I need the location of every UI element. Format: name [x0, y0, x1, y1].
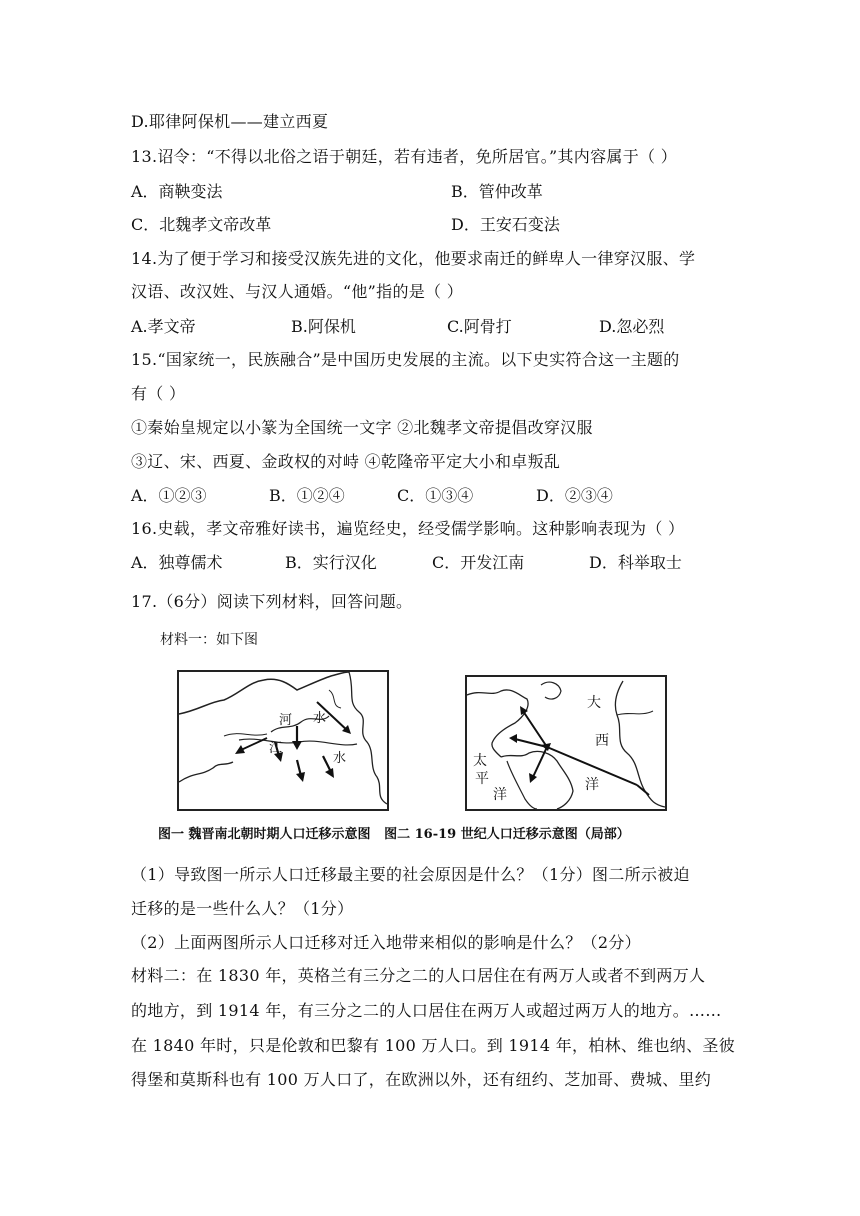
- figure-2-caption: 图二 16-19 世纪人口迁移示意图（局部）: [384, 827, 630, 842]
- q17-sub2: （2）上面两图所示人口迁移对迁入地带来相似的影响是什么？（2分）: [131, 933, 641, 952]
- q13-option-d: D．王安石变法: [451, 215, 560, 234]
- q15-stem-line1: 15.“国家统一，民族融合”是中国历史发展的主流。以下史实符合这一主题的: [131, 350, 680, 369]
- map-1-label-jiang: 江: [269, 740, 283, 755]
- q15-option-c: C．①③④: [397, 486, 474, 505]
- map-2-label-ping: 平: [475, 772, 489, 787]
- q17-sub1-line1: （1）导致图一所示人口迁移最主要的社会原因是什么？（1分）图二所示被迫: [131, 865, 690, 884]
- q13-stem: 13.诏令：“不得以北俗之语于朝廷，若有违者，免所居官。”其内容属于（ ）: [131, 147, 677, 166]
- q15-option-b: B．①②④: [269, 486, 345, 505]
- q14-option-d: D.忽必烈: [599, 317, 665, 336]
- q14-stem-line2: 汉语、改汉姓、与汉人通婚。“他”指的是（ ）: [131, 282, 464, 301]
- q15-option-d: D．②③④: [536, 486, 613, 505]
- map-2-label-tai: 太: [473, 754, 487, 769]
- figure-1-caption: 图一 魏晋南北朝时期人口迁移示意图: [158, 827, 371, 842]
- map-2-label-xi: 西: [595, 734, 609, 749]
- q16-stem: 16.史载，孝文帝雅好读书，遍览经史，经受儒学影响。这种影响表现为（ ）: [131, 519, 685, 538]
- map-1-label-shui-south: 水: [333, 750, 347, 765]
- q16-option-b: B．实行汉化: [285, 553, 377, 572]
- map-1-label-he: 河: [279, 712, 293, 727]
- q12-option-d: D.耶律阿保机——建立西夏: [131, 112, 329, 131]
- q15-statements-3-4: ③辽、宋、西夏、金政权的对峙 ④乾隆帝平定大小和卓叛乱: [131, 452, 561, 471]
- q15-stem-line2: 有（ ）: [131, 384, 186, 403]
- map-2-label-da: 大: [587, 696, 601, 711]
- q14-option-b: B.阿保机: [291, 317, 356, 336]
- q13-option-b: B．管仲改革: [451, 182, 543, 201]
- map-2-label-yang-atlantic: 洋: [585, 778, 599, 793]
- q17-stem: 17.（6分）阅读下列材料，回答问题。: [131, 592, 413, 611]
- q14-option-a: A.孝文帝: [131, 317, 196, 336]
- figure-captions: [158, 826, 630, 844]
- map-figure-2: [465, 675, 667, 811]
- q16-option-d: D．科举取士: [589, 553, 682, 572]
- material-2-line1: 材料二：在 1830 年，英格兰有三分之二的人口居住在有两万人或者不到两万人: [131, 966, 706, 985]
- material-2-line4: 得堡和莫斯科也有 100 万人口了，在欧洲以外，还有纽约、芝加哥、费城、里约: [131, 1070, 712, 1089]
- q15-option-a: A．①②③: [131, 486, 207, 505]
- q13-option-c: C．北魏孝文帝改革: [131, 215, 272, 234]
- q14-option-c: C.阿骨打: [447, 317, 512, 336]
- material-1-label: 材料一：如下图: [160, 632, 258, 648]
- map-2-label-yang-pacific: 洋: [493, 788, 507, 803]
- material-2-line2: 的地方，到 1914 年，有三分之二的人口居住在两万人或超过两万人的地方。……: [131, 1001, 722, 1020]
- q13-option-a: A．商鞅变法: [131, 182, 223, 201]
- q14-stem-line1: 14.为了便于学习和接受汉族先进的文化，他要求南迁的鲜卑人一律穿汉服、学: [131, 249, 696, 268]
- map-figure-1: [177, 670, 389, 811]
- map-1-label-shui-north: 水: [313, 710, 327, 725]
- q16-option-c: C．开发江南: [432, 553, 525, 572]
- map-1-drawing: [179, 672, 387, 809]
- q16-option-a: A．独尊儒术: [131, 553, 223, 572]
- q15-statements-1-2: ①秦始皇规定以小篆为全国统一文字 ②北魏孝文帝提倡改穿汉服: [131, 418, 593, 437]
- map-2-drawing: [467, 677, 665, 809]
- q17-sub1-line2: 迁移的是一些什么人？（1分）: [131, 899, 354, 918]
- material-2-line3: 在 1840 年时，只是伦敦和巴黎有 100 万人口。到 1914 年，柏林、维也纳、圣彼: [131, 1036, 735, 1055]
